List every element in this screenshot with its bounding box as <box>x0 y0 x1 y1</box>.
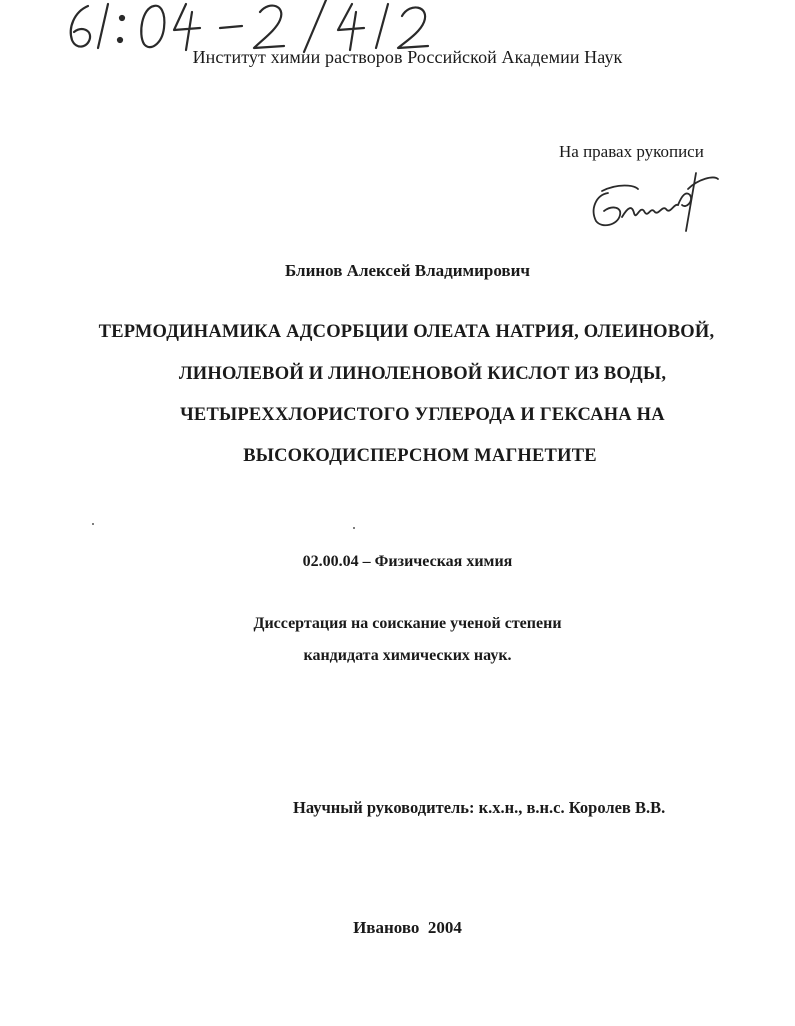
institute-name: Институт химии растворов Российской Академии Наук <box>192 47 623 67</box>
city-year: Иваново 2004 <box>353 918 462 937</box>
dissertation-line-1: Диссертация на соискание ученой степени <box>253 615 562 632</box>
specialty-code: 02.00.04 – Физическая химия <box>302 553 513 570</box>
thesis-title-line-1: ТЕРМОДИНАМИКА АДСОРБЦИИ ОЛЕАТА НАТРИЯ, ОЛЕИНОВОЙ, <box>98 322 715 342</box>
thesis-title-line-2: ЛИНОЛЕВОЙ И ЛИНОЛЕНОВОЙ КИСЛОТ ИЗ ВОДЫ, <box>178 364 667 384</box>
rights-note: На правах рукописи <box>559 142 704 161</box>
dissertation-line-2: кандидата химических наук. <box>303 647 512 664</box>
scan-speck <box>353 527 355 529</box>
scan-speck <box>92 523 94 525</box>
author-signature <box>578 165 728 235</box>
scientific-supervisor: Научный руководитель: к.х.н., в.н.с. Королев В.В. <box>293 798 666 817</box>
thesis-title-line-3: ЧЕТЫРЕХХЛОРИСТОГО УГЛЕРОДА И ГЕКСАНА НА <box>180 405 665 425</box>
author-name: Блинов Алексей Владимирович <box>285 261 530 280</box>
thesis-title-line-4: ВЫСОКОДИСПЕРСНОМ МАГНЕТИТЕ <box>243 446 597 466</box>
